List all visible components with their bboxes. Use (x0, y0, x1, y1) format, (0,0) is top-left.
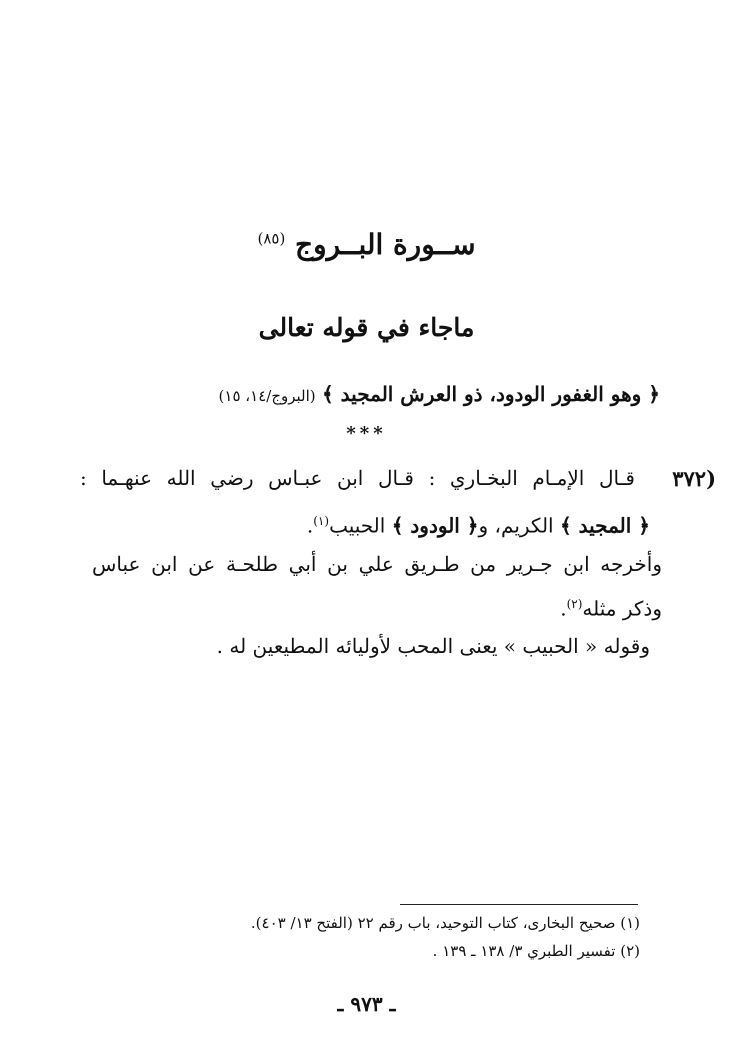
footnote-2: (٢) تفسير الطبري ٣/ ١٣٨ ـ ١٣٩ . (432, 942, 640, 960)
section-heading: ماجاء في قوله تعالى (258, 313, 475, 342)
hadith-text: وذكر مثله (582, 596, 662, 621)
surah-title (0, 228, 733, 261)
footnote-divider (400, 904, 638, 905)
footnote-ref-1: (١) (313, 514, 330, 528)
hadith-text: الحبيب (329, 513, 392, 538)
quran-verse-line (150, 382, 660, 406)
hadith-line-2 (250, 507, 650, 540)
separator-stars: *** (346, 423, 387, 444)
footnote-ref-2: (٢) (566, 597, 583, 611)
hadith-text: . (560, 596, 567, 621)
surah-name: ســورة البــروج (295, 228, 476, 261)
verse-reference: (البروج/١٤، ١٥) (218, 387, 316, 405)
page-number: ـ ٩٧٣ ـ (337, 992, 396, 1016)
hadith-word-wadud: ﴿ الودود ﴾ (391, 513, 479, 538)
hadith-line-1: قـال الإمـام البخـاري : قـال ابن عبـاس رضي الله عنهـما : (80, 466, 635, 490)
hadith-line-3: وأخرجه ابن جـرير من طـريق علي بن أبي طلحـة عن ابن عباس (92, 552, 662, 576)
hadith-line-4 (400, 590, 662, 623)
hadith-line-5: وقوله « الحبيب » يعنى المحب لأوليائه المطيعين له . (216, 634, 650, 658)
hadith-number: (٣٧٢ (672, 466, 716, 491)
footnote-1: (١) صحيح البخارى، كتاب التوحيد، باب رقم ٢٢ (الفتح ١٣/ ٤٠٣). (250, 914, 640, 932)
quran-verse: ﴿ وهو الغفور الودود، ذو العرش المجيد ﴾ (322, 382, 660, 406)
hadith-word-majeed: ﴿ المجيد ﴾ (559, 513, 650, 538)
hadith-text: . (306, 513, 314, 538)
hadith-text: الكريم، و (478, 513, 560, 538)
surah-number: (٨٥) (257, 229, 286, 248)
